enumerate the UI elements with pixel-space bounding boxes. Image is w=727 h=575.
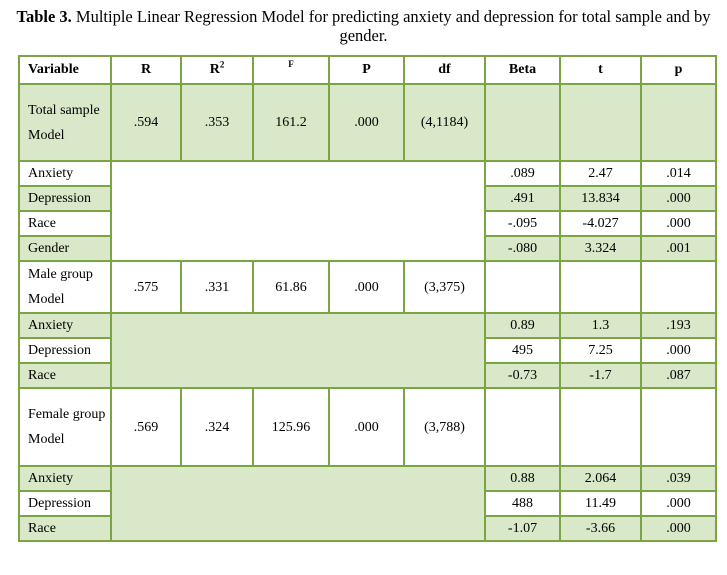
predictor-row xyxy=(19,161,716,186)
predictor-p: .087 xyxy=(641,363,716,388)
predictor-name: Race xyxy=(19,211,111,236)
header-t: t xyxy=(560,56,641,84)
model-df: (3,375) xyxy=(404,261,485,313)
predictor-beta: 488 xyxy=(485,491,560,516)
empty-cell xyxy=(560,84,641,161)
predictor-beta: -0.73 xyxy=(485,363,560,388)
header-r: R xyxy=(111,56,181,84)
predictor-beta: -.095 xyxy=(485,211,560,236)
model-label: Female group Model xyxy=(19,388,111,466)
header-beta: Beta xyxy=(485,56,560,84)
model-df: (3,788) xyxy=(404,388,485,466)
predictor-name: Gender xyxy=(19,236,111,261)
blank-block xyxy=(111,313,485,388)
empty-cell xyxy=(641,388,716,466)
predictor-beta: 0.88 xyxy=(485,466,560,491)
predictor-t: 1.3 xyxy=(560,313,641,338)
predictor-t: 11.49 xyxy=(560,491,641,516)
header-r2-sup: 2 xyxy=(219,59,225,70)
predictor-row xyxy=(19,466,716,491)
model-row-female xyxy=(19,388,716,466)
model-r2: .324 xyxy=(181,388,253,466)
model-df: (4,1184) xyxy=(404,84,485,161)
predictor-t: 2.47 xyxy=(560,161,641,186)
predictor-row xyxy=(19,313,716,338)
predictor-beta: .089 xyxy=(485,161,560,186)
header-variable: Variable xyxy=(19,56,111,84)
model-f: 161.2 xyxy=(253,84,329,161)
predictor-beta: -1.07 xyxy=(485,516,560,541)
predictor-t: 3.324 xyxy=(560,236,641,261)
empty-cell xyxy=(560,261,641,313)
predictor-beta: 0.89 xyxy=(485,313,560,338)
model-f: 125.96 xyxy=(253,388,329,466)
header-f xyxy=(253,56,329,84)
predictor-name: Anxiety xyxy=(19,466,111,491)
predictor-p: .000 xyxy=(641,491,716,516)
header-p-lower: p xyxy=(641,56,716,84)
model-label: Total sample Model xyxy=(19,84,111,161)
predictor-p: .001 xyxy=(641,236,716,261)
empty-cell xyxy=(485,84,560,161)
predictor-name: Depression xyxy=(19,186,111,211)
predictor-t: -4.027 xyxy=(560,211,641,236)
header-f-label: F xyxy=(288,59,294,69)
predictor-beta: .491 xyxy=(485,186,560,211)
regression-table xyxy=(18,55,717,542)
empty-cell xyxy=(560,388,641,466)
header-r2-base: R xyxy=(209,62,220,77)
model-r: .575 xyxy=(111,261,181,313)
predictor-name: Depression xyxy=(19,338,111,363)
blank-block xyxy=(111,161,485,261)
header-df: df xyxy=(404,56,485,84)
predictor-t: -1.7 xyxy=(560,363,641,388)
model-r: .594 xyxy=(111,84,181,161)
predictor-t: -3.66 xyxy=(560,516,641,541)
empty-cell xyxy=(485,261,560,313)
model-label: Male group Model xyxy=(19,261,111,313)
header-p-upper: P xyxy=(329,56,404,84)
header-row xyxy=(19,56,716,84)
model-f: 61.86 xyxy=(253,261,329,313)
table-caption-text: Multiple Linear Regression Model for predicting anxiety and depression for total sample and by gender. xyxy=(75,7,711,45)
predictor-p: .039 xyxy=(641,466,716,491)
predictor-p: .000 xyxy=(641,186,716,211)
predictor-t: 2.064 xyxy=(560,466,641,491)
empty-cell xyxy=(485,388,560,466)
predictor-name: Depression xyxy=(19,491,111,516)
predictor-name: Anxiety xyxy=(19,161,111,186)
model-r2: .353 xyxy=(181,84,253,161)
predictor-p: .193 xyxy=(641,313,716,338)
predictor-beta: -.080 xyxy=(485,236,560,261)
model-row-total xyxy=(19,84,716,161)
predictor-name: Race xyxy=(19,363,111,388)
model-p: .000 xyxy=(329,84,404,161)
empty-cell xyxy=(641,84,716,161)
predictor-p: .014 xyxy=(641,161,716,186)
table-caption xyxy=(0,7,727,45)
predictor-p: .000 xyxy=(641,211,716,236)
predictor-t: 7.25 xyxy=(560,338,641,363)
predictor-p: .000 xyxy=(641,338,716,363)
predictor-name: Race xyxy=(19,516,111,541)
model-p: .000 xyxy=(329,388,404,466)
blank-block xyxy=(111,466,485,541)
model-r2: .331 xyxy=(181,261,253,313)
model-r: .569 xyxy=(111,388,181,466)
predictor-name: Anxiety xyxy=(19,313,111,338)
model-row-male xyxy=(19,261,716,313)
model-p: .000 xyxy=(329,261,404,313)
predictor-t: 13.834 xyxy=(560,186,641,211)
predictor-beta: 495 xyxy=(485,338,560,363)
predictor-p: .000 xyxy=(641,516,716,541)
empty-cell xyxy=(641,261,716,313)
header-r2 xyxy=(181,56,253,84)
table-caption-label: Table 3. xyxy=(16,7,72,26)
